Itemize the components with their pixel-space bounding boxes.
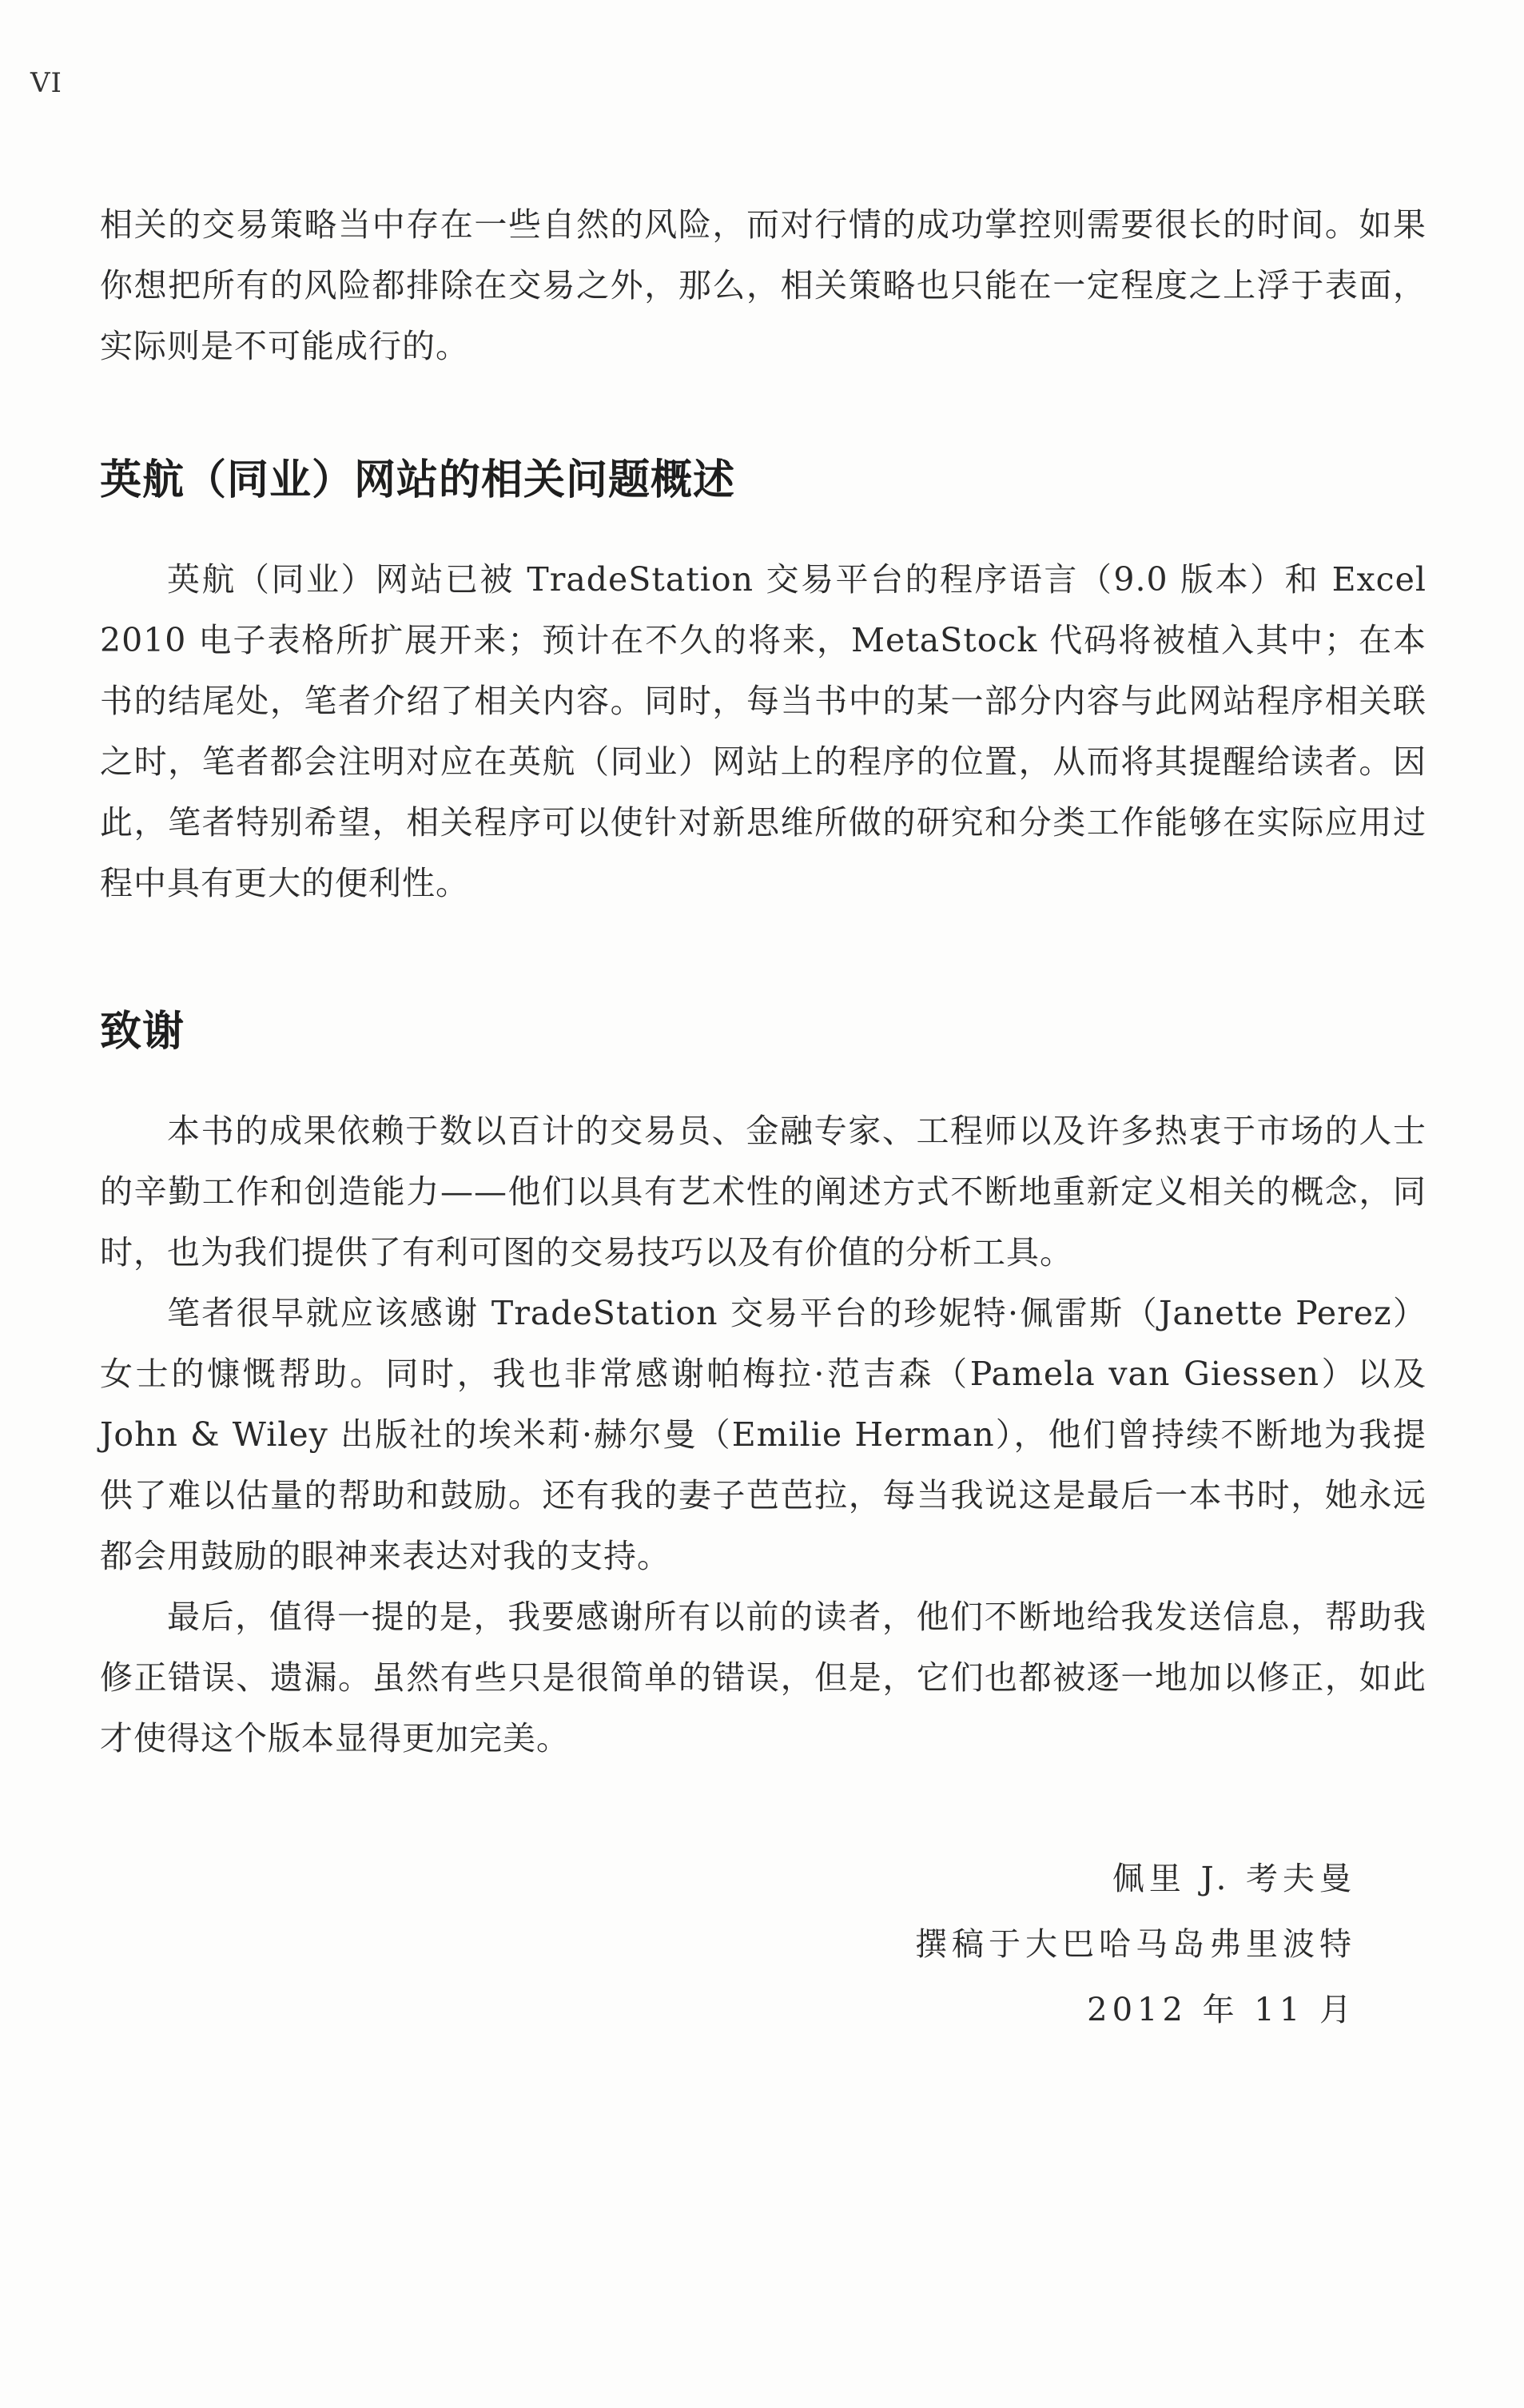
intro-paragraph: 相关的交易策略当中存在一些自然的风险，而对行情的成功掌控则需要很长的时间。如果你想把所有的风险都排除在交易之外，那么，相关策略也只能在一定程度之上浮于表面，实际则是不可能成行的。 xyxy=(100,205,1427,365)
thanks-paragraph-3: 最后，值得一提的是，我要感谢所有以前的读者，他们不断地给我发送信息，帮助我修正错误、遗漏。虽然有些只是很简单的错误，但是，它们也都被逐一地加以修正，如此才使得这个版本显得更加完美。 xyxy=(100,1598,1427,1757)
signature-date: 2012 年 11 月 xyxy=(1087,1992,1356,2028)
thanks-section-heading: 致谢 xyxy=(100,1008,185,1056)
thanks-paragraph-2: 笔者很早就应该感谢 TradeStation 交易平台的珍妮特·佩雷斯（Janette Perez）女士的慷慨帮助。同时，我也非常感谢帕梅拉·范吉森（Pamela van Giessen）以及 John & Wiley 出版社的埃米莉·赫尔曼（Emilie Herman），他们曾持续不断地为我提供了难以估量的帮助和鼓励。还有我的妻子芭芭拉，每当我说这是最后一本书时，她永远都会用鼓励的眼神来表达对我的支持。 xyxy=(100,1294,1427,1575)
page-content xyxy=(100,194,1427,1857)
intro-block xyxy=(100,194,1427,376)
thanks-section xyxy=(100,1001,1427,1769)
signature-author: 佩里 J. 考夫曼 xyxy=(1112,1861,1356,1897)
page-number: VI xyxy=(30,67,62,99)
website-section-heading: 英航（同业）网站的相关问题概述 xyxy=(100,456,736,504)
thanks-paragraph-1: 本书的成果依赖于数以百计的交易员、金融专家、工程师以及许多热衷于市场的人士的辛勤工作和创造能力——他们以具有艺术性的阐述方式不断地重新定义相关的概念，同时，也为我们提供了有利可图的交易技巧以及有价值的分析工具。 xyxy=(100,1112,1427,1272)
signature-block xyxy=(915,1846,1356,2043)
website-section-paragraph: 英航（同业）网站已被 TradeStation 交易平台的程序语言（9.0 版本）和 Excel 2010 电子表格所扩展开来；预计在不久的将来，MetaStock 代码将被植入其中；在本书的结尾处，笔者介绍了相关内容。同时，每当书中的某一部分内容与此网站程序相关联之时，笔者都会注明对应在英航（同业）网站上的程序的位置，从而将其提醒给读者。因此，笔者特别希望，相关程序可以使针对新思维所做的研究和分类工作能够在实际应用过程中具有更大的便利性。 xyxy=(100,560,1427,902)
website-section xyxy=(100,450,1427,913)
signature-place: 撰稿于大巴哈马岛弗里波特 xyxy=(915,1926,1356,1963)
